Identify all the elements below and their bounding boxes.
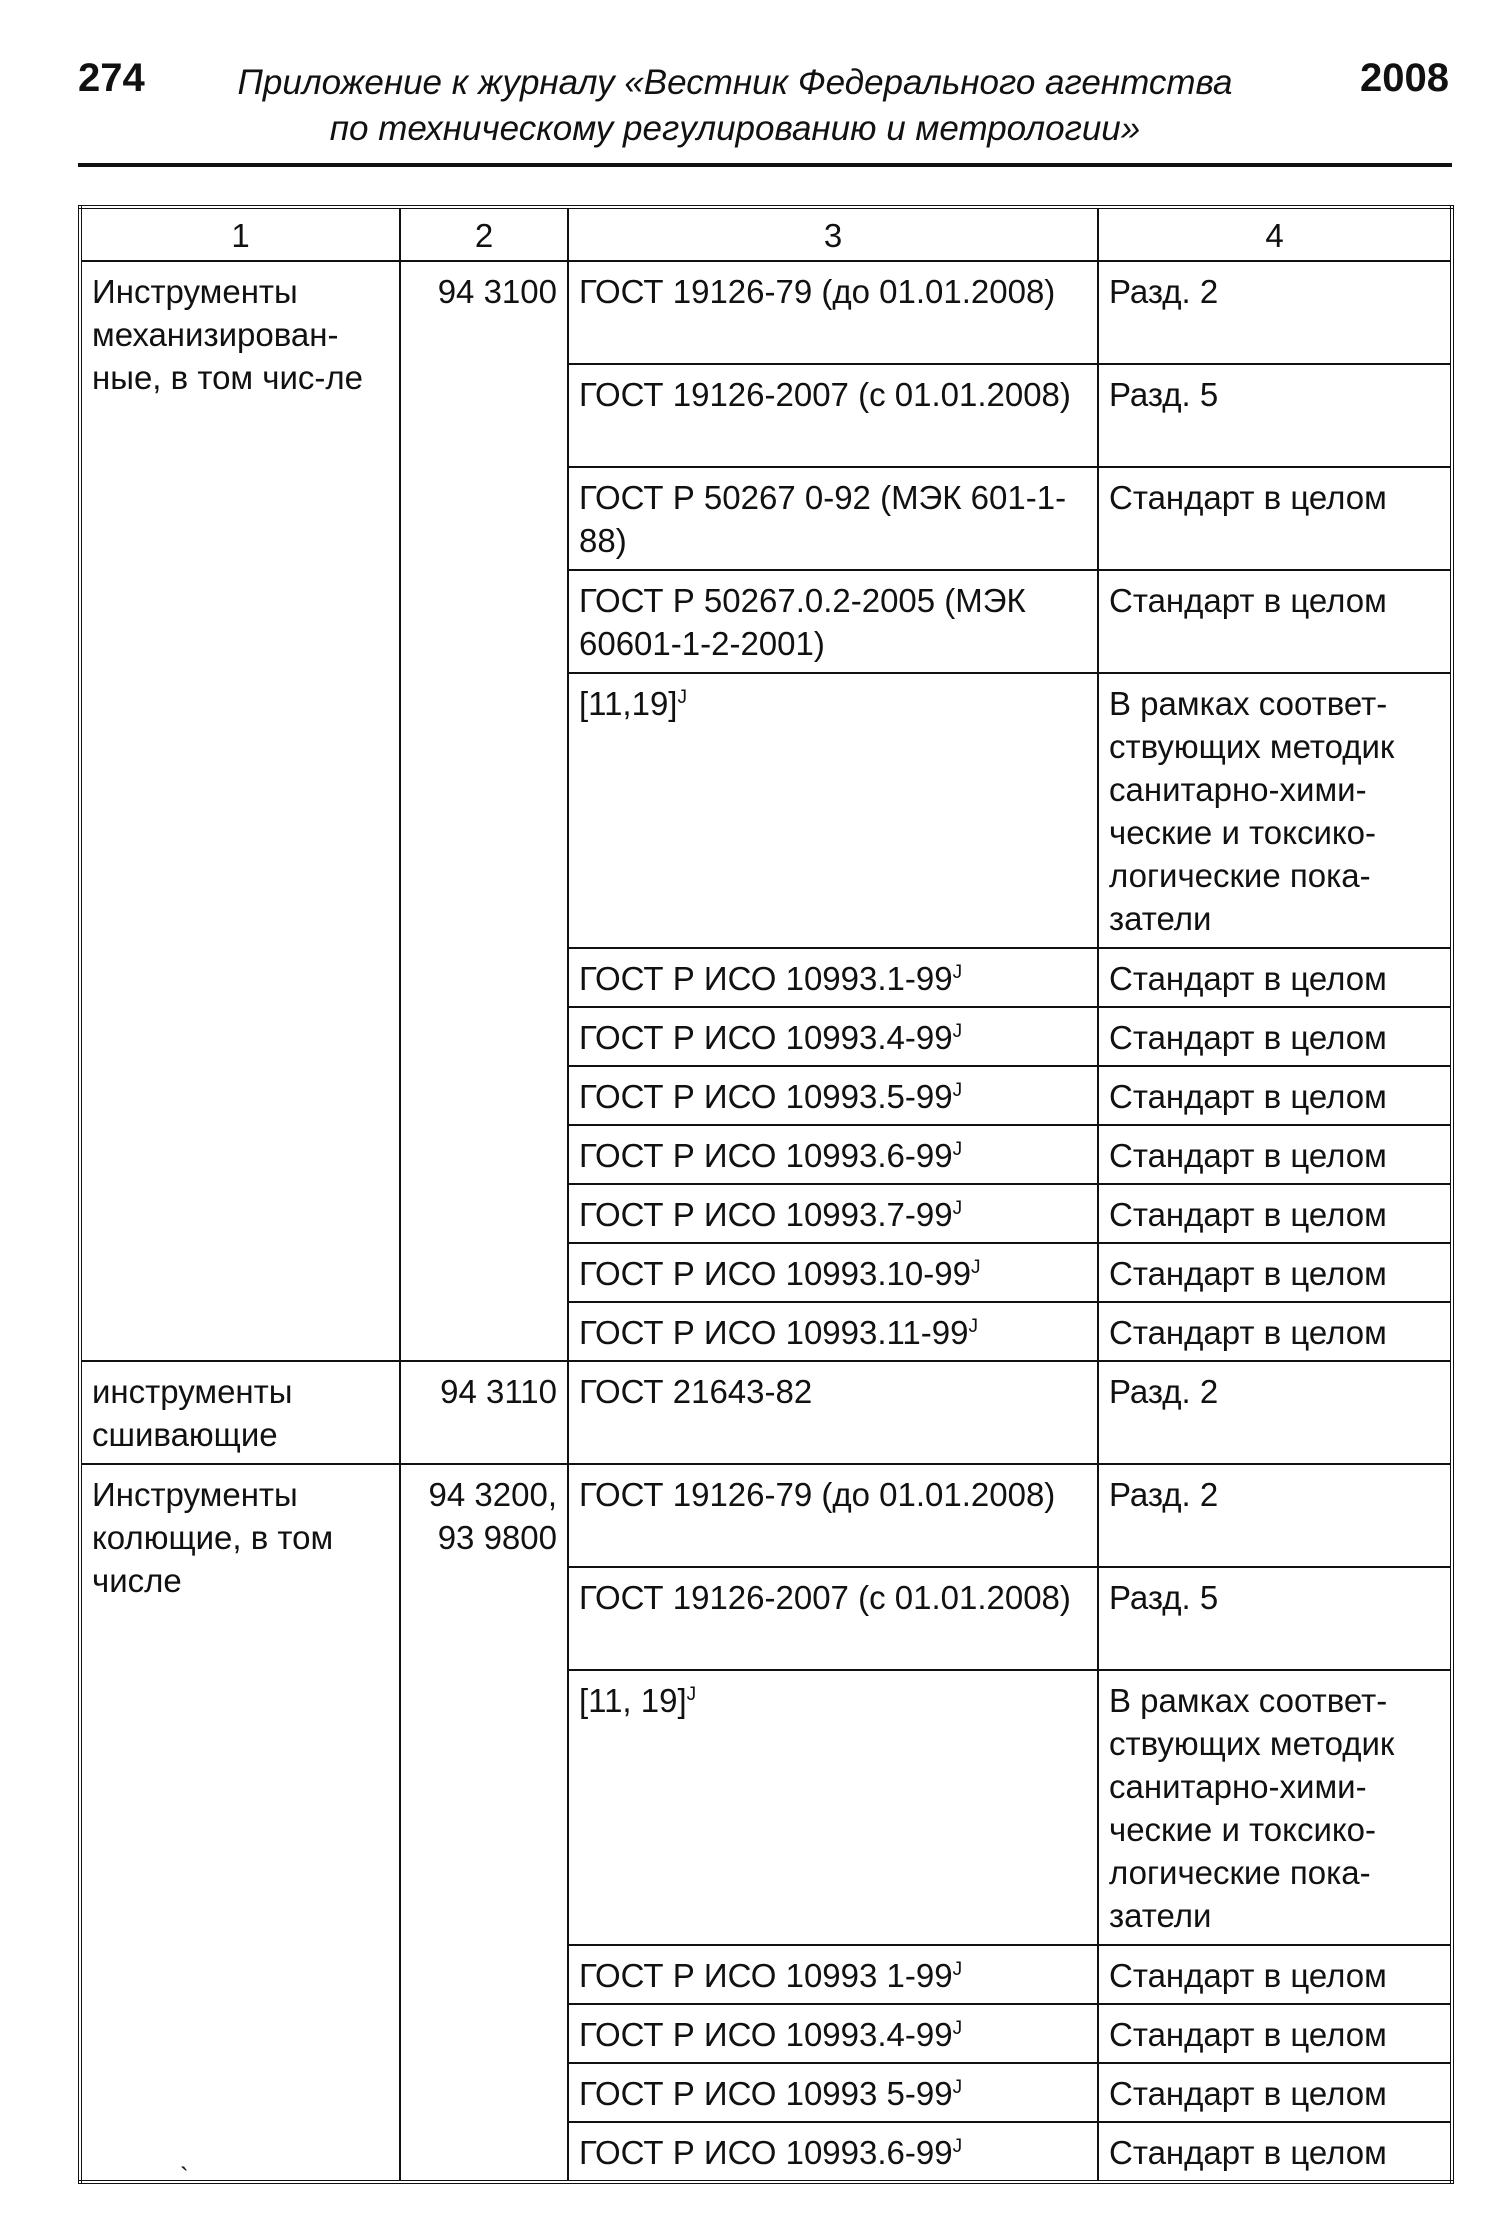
scope-cell: Разд. 2	[1098, 1361, 1452, 1464]
standards-table	[78, 205, 1454, 2184]
scope-cell: Стандарт в целом	[1098, 1125, 1452, 1184]
scope-cell: Стандарт в целом	[1098, 2063, 1452, 2122]
scope-cell: Стандарт в целом	[1098, 1066, 1452, 1125]
standard-doc-cell: ГОСТ 19126-2007 (с 01.01.2008)	[568, 1567, 1098, 1670]
page-number: 274	[78, 56, 145, 100]
standard-doc-cell: ГОСТ Р ИСО $10993.4-99^J$	[568, 2004, 1098, 2063]
scope-cell: Стандарт в целом	[1098, 1243, 1452, 1302]
scope-cell: Стандарт в целом	[1098, 467, 1452, 570]
scope-cell: Стандарт в целом	[1098, 2004, 1452, 2063]
standard-doc-cell: ГОСТ Р ИСО $10993.7-99^J$	[568, 1184, 1098, 1243]
running-title-line-1: Приложение к журналу «Вестник Федерального агентства	[237, 63, 1233, 102]
product-code-cell: 94 3100	[400, 261, 568, 1361]
product-name-cell: Инструменты колющие, в том числе	[80, 1464, 400, 2182]
product-name-cell: Инструменты механизирован-ные, в том чис-ле	[80, 261, 400, 1361]
standard-doc-cell: [11, 19]$^J$	[568, 1670, 1098, 1945]
standard-doc-cell: ГОСТ Р ИСО $10993.1-99^J$	[568, 948, 1098, 1007]
standard-doc-cell: ГОСТ Р ИСО $10993.6-99^J$	[568, 2122, 1098, 2182]
standard-doc-cell: $[11,19]^J$	[568, 673, 1098, 948]
column-header: 4	[1098, 207, 1452, 261]
year: 2008	[1360, 56, 1449, 100]
standard-doc-cell: ГОСТ Р 50267 0-92 (МЭК 601-1-88)	[568, 467, 1098, 570]
scope-cell: Стандарт в целом	[1098, 1007, 1452, 1066]
standard-doc-cell: ГОСТ 19126-2007 (с 01.01.2008)	[568, 364, 1098, 467]
scope-cell: Разд. 5	[1098, 364, 1452, 467]
standard-doc-cell: ГОСТ 19126-79 (до 01.01.2008)	[568, 1464, 1098, 1567]
scope-cell: Стандарт в целом	[1098, 1945, 1452, 2004]
product-code-cell: 94 3200, 93 9800	[400, 1464, 568, 2182]
scope-cell: Разд. 2	[1098, 261, 1452, 364]
scope-cell: В рамках соответ-ствующих методик санитарно-хими-ческие и токсико-логические пока-затели	[1098, 1670, 1452, 1945]
scope-cell: Стандарт в целом	[1098, 948, 1452, 1007]
column-header: 3	[568, 207, 1098, 261]
standard-doc-cell: ГОСТ Р ИСО $10993.10-99^J$	[568, 1243, 1098, 1302]
standard-doc-cell: ГОСТ Р ИСО $10993.6-99^J$	[568, 1125, 1098, 1184]
scope-cell: Стандарт в целом	[1098, 2122, 1452, 2182]
scope-cell: В рамках соответ-ствующих методик санитарно-хими-ческие и токсико-логические пока-затели	[1098, 673, 1452, 948]
standard-doc-cell: ГОСТ 19126-79 (до 01.01.2008)	[568, 261, 1098, 364]
table-row	[80, 261, 1452, 364]
header-rule	[78, 163, 1452, 167]
product-code-cell: 94 3110	[400, 1361, 568, 1464]
product-name-cell: инструменты сшивающие	[80, 1361, 400, 1464]
standard-doc-cell: ГОСТ Р ИСО $10993.11-99^J$	[568, 1302, 1098, 1361]
scope-cell: Разд. 2	[1098, 1464, 1452, 1567]
column-header-row	[80, 207, 1452, 261]
column-header: 2	[400, 207, 568, 261]
table-row	[80, 1464, 1452, 1567]
standard-doc-cell: ГОСТ Р ИСО $10993.4-99^J$	[568, 1007, 1098, 1066]
standard-doc-cell: ГОСТ Р ИСО $10993.5-99^J$	[568, 1066, 1098, 1125]
standard-doc-cell: ГОСТ Р 50267.0.2-2005 (МЭК 60601-1-2-2001)	[568, 570, 1098, 673]
standard-doc-cell: ГОСТ Р ИСО 10993 $1-99^J$	[568, 1945, 1098, 2004]
table-row	[80, 1361, 1452, 1464]
standard-doc-cell: ГОСТ 21643-82	[568, 1361, 1098, 1464]
standard-doc-cell: ГОСТ Р ИСО 10993 $5-99^J$	[568, 2063, 1098, 2122]
running-title	[190, 60, 1280, 152]
footer-mark: `	[180, 2162, 189, 2192]
scope-cell: Стандарт в целом	[1098, 1302, 1452, 1361]
scope-cell: Стандарт в целом	[1098, 570, 1452, 673]
column-header: 1	[80, 207, 400, 261]
running-title-line-2: по техническому регулированию и метрологии»	[329, 109, 1141, 148]
scope-cell: Разд. 5	[1098, 1567, 1452, 1670]
scope-cell: Стандарт в целом	[1098, 1184, 1452, 1243]
